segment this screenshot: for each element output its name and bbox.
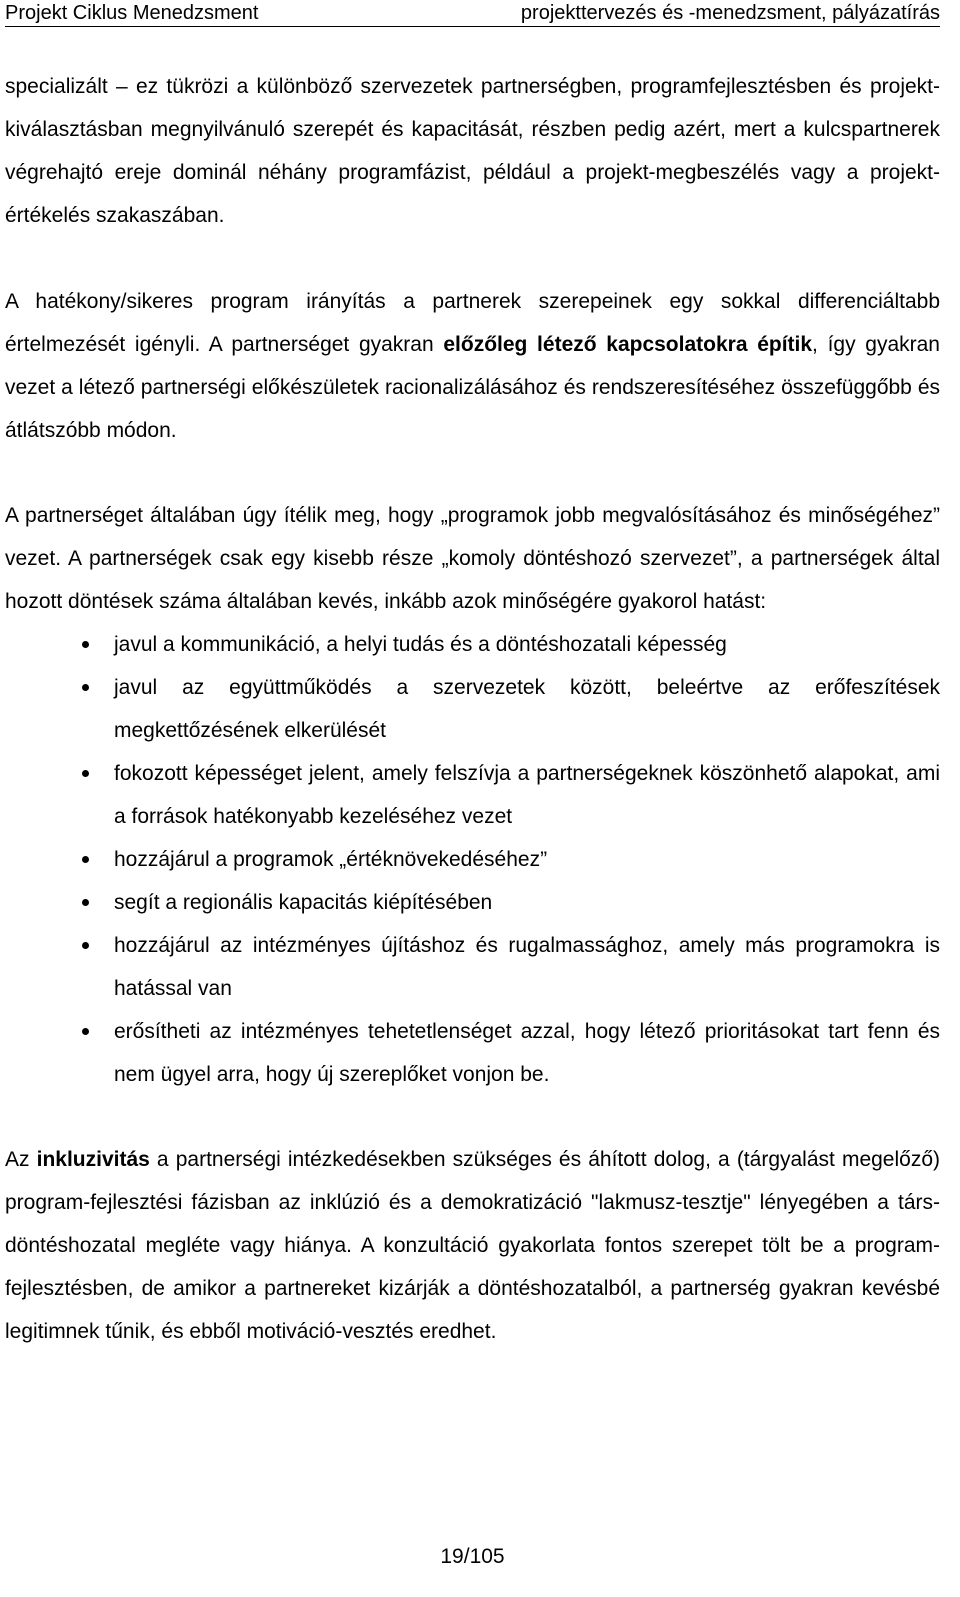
list-item-text: segít a regionális kapacitás kiépítésében	[114, 891, 493, 914]
page-number: 19/105	[440, 1545, 505, 1568]
list-item-text: javul az együttműködés a szervezetek között, beleértve az erőfeszítések megkettőzésének elkerülését	[114, 676, 940, 742]
paragraph-4-bold: inkluzivitás	[36, 1148, 150, 1171]
list-item-text: hozzájárul a programok „értéknövekedéséhez”	[114, 848, 548, 871]
header-title-right: projekttervezés és -menedzsment, pályázatírás	[520, 2, 940, 24]
paragraph-4	[5, 1138, 940, 1353]
bullet-icon	[82, 856, 89, 863]
bullet-icon	[82, 770, 89, 777]
list-item-text: fokozott képességet jelent, amely felszívja a partnerségeknek köszönhető alapokat, ami a források hatékonyabb kezeléséhez vezet	[114, 762, 940, 828]
list-item	[5, 838, 940, 881]
list-item	[5, 666, 940, 752]
document-body	[5, 65, 940, 1353]
list-item	[5, 623, 940, 666]
list-item-text: hozzájárul az intézményes újításhoz és rugalmassághoz, amely más programokra is hatással van	[114, 934, 940, 1000]
paragraph-2	[5, 280, 940, 452]
paragraph-4-text-2: a partnerségi intézkedésekben szükséges és áhított dolog, a (tárgyalást megelőző) program-fejlesztési fázisban az inklúzió és a demokratizáció "lakmusz-tesztje" lényegében a társ-döntéshozatal megléte vagy hiánya. A konzultáció gyakorlata fontos szerepet tölt be a program-fejlesztésben, de amikor a partnereket kizárják a döntéshozatalból, a partnerség gyakran kevésbé legitimnek tűnik, és ebből motiváció-vesztés eredhet.	[5, 1148, 941, 1343]
bullet-list	[5, 623, 940, 1096]
bullet-icon	[82, 684, 89, 691]
paragraph-1: specializált – ez tükrözi a különböző szervezetek partnerségben, programfejlesztésben és projekt-kiválasztásban megnyilvánuló szerepét és kapacitását, részben pedig azért, mert a kulcspartnerek végrehajtó ereje dominál néhány programfázist, például a projekt-megbeszélés vagy a projekt-értékelés szakaszában.	[5, 75, 940, 227]
list-item	[5, 924, 940, 1010]
list-item	[5, 881, 940, 924]
list-item	[5, 1010, 940, 1096]
bullet-icon	[82, 942, 89, 949]
list-item	[5, 752, 940, 838]
bullet-icon	[82, 1028, 89, 1035]
paragraph-2-bold: előzőleg létező kapcsolatokra építik	[443, 333, 813, 356]
list-item-text: javul a kommunikáció, a helyi tudás és a döntéshozatali képesség	[114, 633, 727, 656]
paragraph-4-text-1: Az	[5, 1148, 37, 1171]
page-header	[5, 0, 940, 27]
paragraph-2-text-2: , így gyakran vezet a létező partnerségi előkészületek racionalizálásához és rendszeresítéséhez összefüggőbb és átlátszóbb módon.	[5, 333, 940, 442]
header-title-left: Projekt Ciklus Menedzsment	[5, 2, 259, 24]
list-item-text: erősítheti az intézményes tehetetlenséget azzal, hogy létező prioritásokat tart fenn és nem ügyel arra, hogy új szereplőket vonjon be.	[114, 1020, 940, 1086]
bullet-icon	[82, 899, 89, 906]
paragraph-3: A partnerséget általában úgy ítélik meg, hogy „programok jobb megvalósításához és minőségéhez” vezet. A partnerségek csak egy kisebb része „komoly döntéshozó szervezet”, a partnerségek által hozott döntések száma általában kevés, inkább azok minőségére gyakorol hatást:	[5, 504, 940, 613]
paragraph-2-text-1: A hatékony/sikeres program irányítás a partnerek szerepeinek egy sokkal differenciáltabb értelmezését igényli. A partnerséget gyakran	[5, 290, 940, 356]
bullet-icon	[82, 641, 89, 648]
